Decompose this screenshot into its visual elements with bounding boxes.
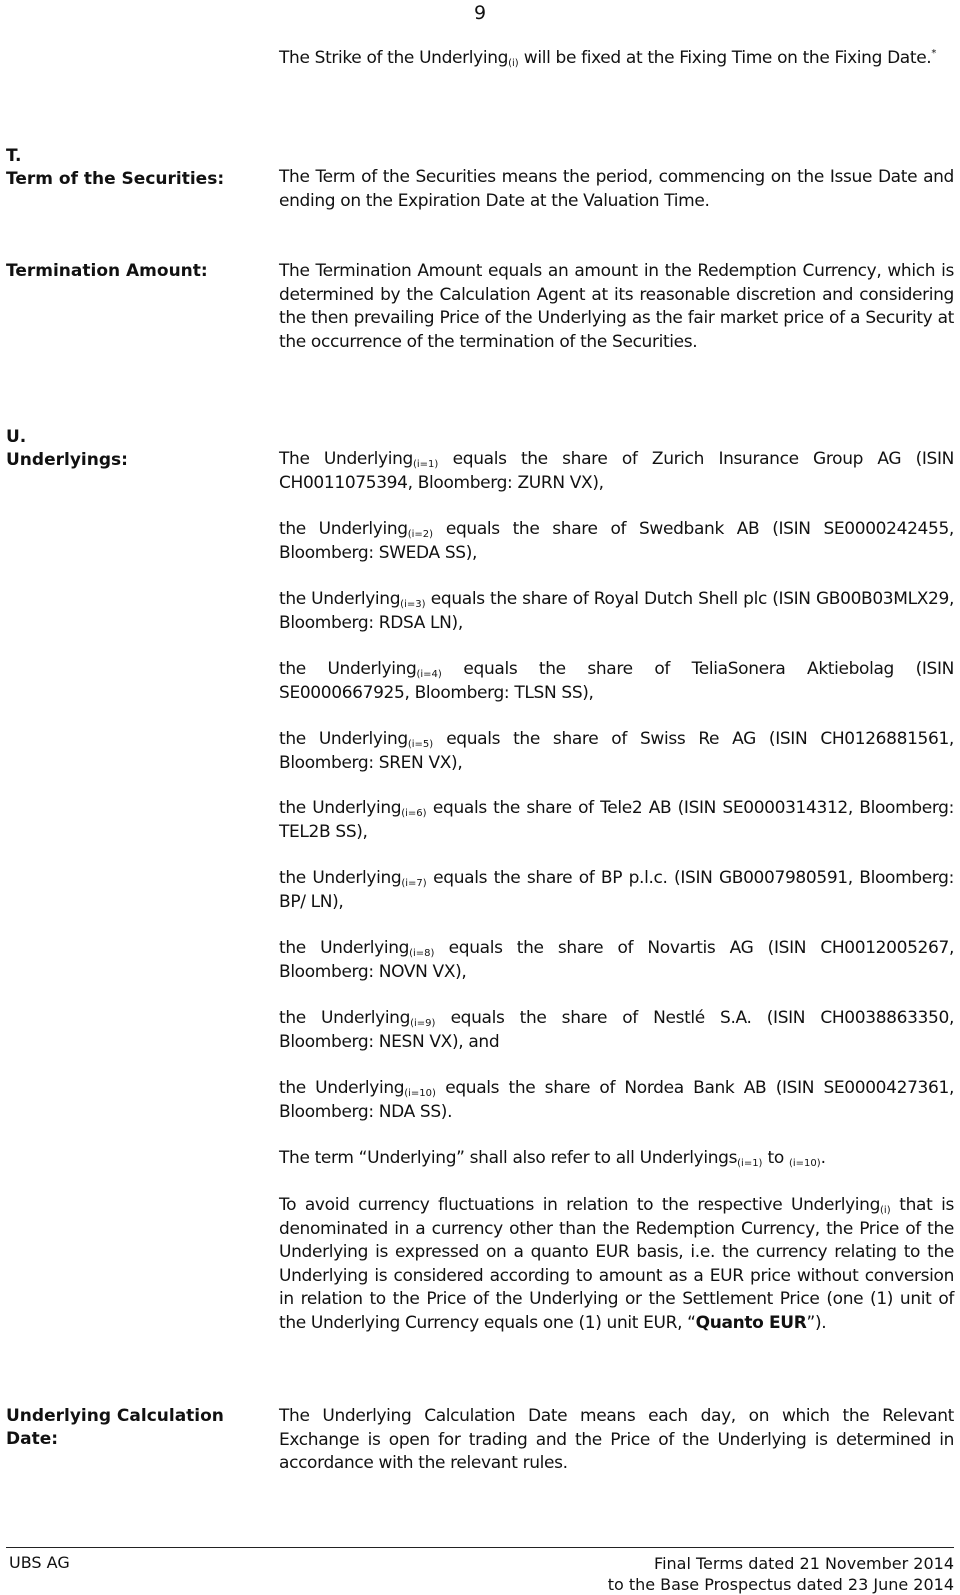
- quanto-paragraph: To avoid currency fluctuations in relation to the respective Underlying$_{(i)}$ that is denominated in a currency other than the Redemption Currency, the Price of the Underlying is expressed on a quanto EUR basis, i.e. the currency relating to the Underlying is considered according to amount as a EUR price without conversion in relation to the Price of the Underlying or the Settlement Price (one (1) unit of the Underlying Currency equals one (1) unit EUR, “Quanto EUR”).: [279, 1195, 954, 1333]
- footer-divider: [6, 1547, 954, 1548]
- underlying-item: the Underlying$_{(i=2)}$ equals the share of Swedbank AB (ISIN SE0000242455, Bloomberg: SWEDA SS),: [279, 519, 954, 563]
- underlyings-label: Underlyings:: [6, 450, 128, 470]
- section-u-heading: [6, 426, 256, 472]
- underlying-item: the Underlying$_{(i=6)}$ equals the share of Tele2 AB (ISIN SE0000314312, Bloomberg: TEL2B SS),: [279, 798, 954, 842]
- termination-label: Termination Amount:: [6, 261, 208, 281]
- footer-dates: [608, 1553, 954, 1595]
- section-letter: U.: [6, 427, 27, 447]
- footer-final-terms: Final Terms dated 21 November 2014: [654, 1554, 954, 1573]
- underlying-item: The Underlying$_{(i=1)}$ equals the share of Zurich Insurance Group AG (ISIN CH0011075394, Bloomberg: ZURN VX),: [279, 449, 955, 493]
- calc-date-label: Underlying Calculation Date:: [6, 1406, 224, 1449]
- strike-note: The Strike of the Underlying$_{(i)}$ will be fixed at the Fixing Time on the Fixing Date.*: [279, 48, 937, 69]
- calc-date-text: The Underlying Calculation Date means each day, on which the Relevant Exchange is open for trading and the Price of the Underlying is determined in accordance with the relevant rules.: [279, 1406, 954, 1474]
- underlying-item: the Underlying$_{(i=8)}$ equals the share of Novartis AG (ISIN CH0012005267, Bloomberg: NOVN VX),: [279, 938, 954, 982]
- quanto-eur-term: Quanto EUR: [695, 1312, 807, 1333]
- termination-text: The Termination Amount equals an amount in the Redemption Currency, which is determined by the Calculation Agent at its reasonable discretion and considering the then prevailing Price of the Underlying as the fair market price of a Security at the occurrence of the termination of the Securities.: [279, 261, 954, 352]
- section-t-heading: [6, 145, 256, 191]
- underlying-item: the Underlying$_{(i=3)}$ equals the share of Royal Dutch Shell plc (ISIN GB00B03MLX29, Bloomberg: RDSA LN),: [279, 589, 954, 633]
- underlying-item: the Underlying$_{(i=10)}$ equals the share of Nordea Bank AB (ISIN SE0000427361, Bloomberg: NDA SS).: [279, 1078, 954, 1122]
- footer-issuer: UBS AG: [9, 1553, 70, 1572]
- underlying-item: the Underlying$_{(i=4)}$ equals the share of TeliaSonera Aktiebolag (ISIN SE0000667925, Bloomberg: TLSN SS),: [279, 659, 954, 703]
- term-text: The Term of the Securities means the period, commencing on the Issue Date and ending on the Expiration Date at the Valuation Time.: [279, 167, 954, 211]
- underlying-item: the Underlying$_{(i=5)}$ equals the share of Swiss Re AG (ISIN CH0126881561, Bloomberg: SREN VX),: [279, 729, 954, 773]
- term-label: Term of the Securities:: [6, 169, 225, 189]
- section-letter: T.: [6, 146, 22, 166]
- footer-base-prospectus: to the Base Prospectus dated 23 June 2014: [607, 1575, 954, 1594]
- term-underlying-reference: The term “Underlying” shall also refer to all Underlyings$_{(i=1)}$ to $_{(i=10)}$.: [279, 1148, 826, 1169]
- page-number: 9: [473, 2, 487, 24]
- underlying-item: the Underlying$_{(i=7)}$ equals the share of BP p.l.c. (ISIN GB0007980591, Bloomberg: BP/ LN),: [279, 868, 954, 912]
- underlying-item: the Underlying$_{(i=9)}$ equals the share of Nestlé S.A. (ISIN CH0038863350, Bloomberg: NESN VX), and: [279, 1008, 955, 1052]
